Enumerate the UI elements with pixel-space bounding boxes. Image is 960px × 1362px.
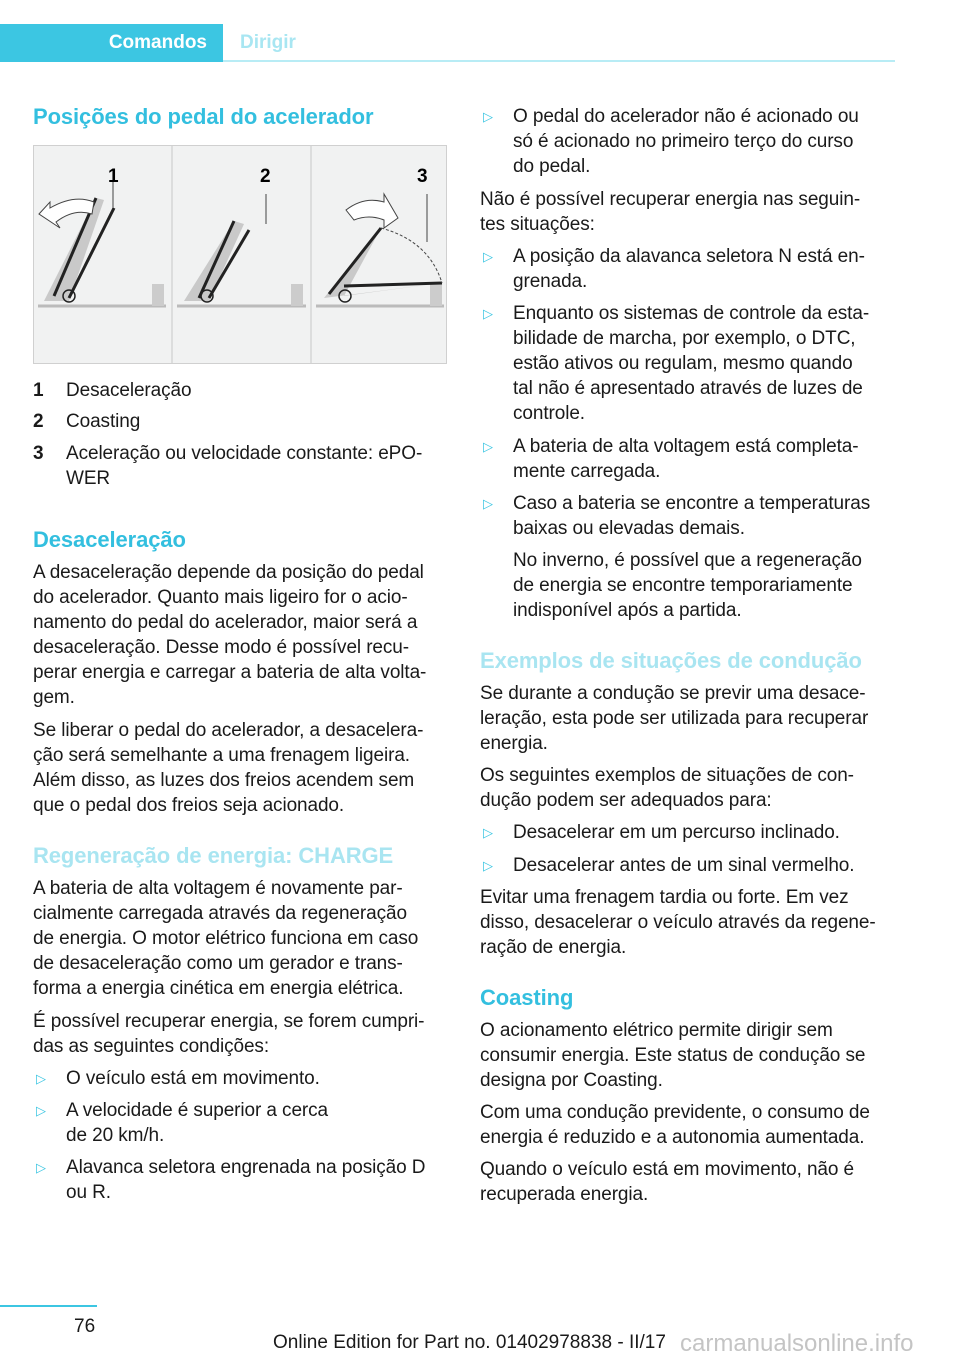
section-heading: Regeneração de energia: CHARGE [33, 843, 394, 868]
paragraph: Se liberar o pedal do acelerador, a desacelera- ção será semelhante a uma frenagem ligeira. Além disso, as luzes dos freios acendem sem que o pedal dos freios seja acionado. [33, 720, 424, 816]
bullet-triangle-icon: ▷ [36, 1103, 46, 1118]
bullet-triangle-icon: ▷ [483, 858, 493, 873]
legend-item: Coasting [66, 411, 141, 432]
footer-rule [0, 1305, 97, 1307]
bullet-triangle-icon: ▷ [483, 109, 493, 124]
tab-comandos[interactable]: Comandos [0, 24, 223, 62]
bullet-item: Desacelerar em um percurso inclinado. [513, 822, 840, 843]
section-heading: Coasting [480, 985, 574, 1010]
page-number: 76 [74, 1316, 96, 1337]
watermark: carmanualsonline.info [680, 1330, 914, 1357]
figure-label-1: 1 [108, 166, 119, 187]
bullet-triangle-icon: ▷ [483, 306, 493, 321]
paragraph: É possível recuperar energia, se forem cumpri- das as seguintes condições: [33, 1011, 425, 1057]
paragraph: Quando o veículo está em movimento, não é recuperada energia. [480, 1159, 855, 1205]
figure-label-2: 2 [260, 166, 271, 187]
paragraph: Não é possível recuperar energia nas seguin- tes situações: [480, 189, 861, 235]
bullet-item: A velocidade é superior a cerca de 20 km/h. [66, 1100, 329, 1146]
paragraph: Evitar uma frenagem tardia ou forte. Em vez disso, desacelerar o veículo através da regene- ração de energia. [480, 887, 876, 958]
bullet-item: O pedal do acelerador não é acionado ou só é acionado no primeiro terço do curso do pedal. [513, 106, 859, 177]
bullet-item: Enquanto os sistemas de controle da esta- bilidade de marcha, por exemplo, o DTC, estão ativos ou regulam, mesmo quando tal não é apresentado através de luzes de controle. [513, 303, 870, 424]
edition-note: Online Edition for Part no. 01402978838 - II/17 [273, 1332, 666, 1353]
legend-number: 1 [33, 380, 44, 401]
bullet-item: Caso a bateria se encontre a temperaturas baixas ou elevadas demais. [513, 493, 871, 539]
bullet-item: A bateria de alta voltagem está completa- mente carregada. [513, 436, 859, 482]
legend-number: 2 [33, 411, 44, 432]
pedal-diagram-3 [316, 166, 444, 306]
pedal-diagram-1 [38, 166, 166, 306]
bullet-triangle-icon: ▷ [483, 439, 493, 454]
paragraph: Os seguintes exemplos de situações de con- dução podem ser adequados para: [480, 765, 854, 811]
pedal-diagram-2 [177, 166, 306, 306]
figure-label-3: 3 [417, 166, 428, 187]
bullet-item: A posição da alavanca seletora N está en- grenada. [513, 246, 865, 292]
bullet-triangle-icon: ▷ [483, 825, 493, 840]
paragraph: Se durante a condução se previr uma desace- leração, esta pode ser utilizada para recuperar energia. [480, 683, 869, 754]
bullet-item: Alavanca seletora engrenada na posição D ou R. [66, 1157, 426, 1203]
paragraph: O acionamento elétrico permite dirigir sem consumir energia. Este status de condução se designa por Coasting. [480, 1020, 866, 1091]
bullet-triangle-icon: ▷ [36, 1160, 46, 1175]
paragraph: A bateria de alta voltagem é novamente par- cialmente carregada através da regeneração de energia. O motor elétrico funciona em caso de desaceleração como um gerador e trans- forma a energia cinética em energia elétrica. [33, 878, 419, 999]
pedal-positions-figure [33, 145, 447, 364]
section-heading: Posições do pedal do acelerador [33, 104, 374, 129]
section-heading: Desaceleração [33, 527, 186, 552]
section-heading: Exemplos de situações de condução [480, 648, 862, 673]
bullet-item: O veículo está em movimento. [66, 1068, 320, 1089]
paragraph: Com uma condução previdente, o consumo de energia é reduzido e a autonomia aumentada. [480, 1102, 870, 1148]
indented-paragraph: No inverno, é possível que a regeneração de energia se encontre temporariamente indisponível após a partida. [513, 550, 862, 621]
bullet-triangle-icon: ▷ [483, 249, 493, 264]
bullet-item: Desacelerar antes de um sinal vermelho. [513, 855, 855, 876]
legend-item: Aceleração ou velocidade constante: ePO- WER [66, 443, 423, 489]
tab-dirigir[interactable]: Dirigir [240, 32, 296, 53]
legend-item: Desaceleração [66, 380, 192, 401]
paragraph: A desaceleração depende da posição do pedal do acelerador. Quanto mais ligeiro for o acio- namento do pedal do acelerador, maior será a desaceleração. Desse modo é possível recu- perar energia e carregar a bateria de alta volta- gem. [33, 562, 427, 708]
bullet-triangle-icon: ▷ [483, 496, 493, 511]
legend-number: 3 [33, 443, 44, 464]
bullet-triangle-icon: ▷ [36, 1071, 46, 1086]
